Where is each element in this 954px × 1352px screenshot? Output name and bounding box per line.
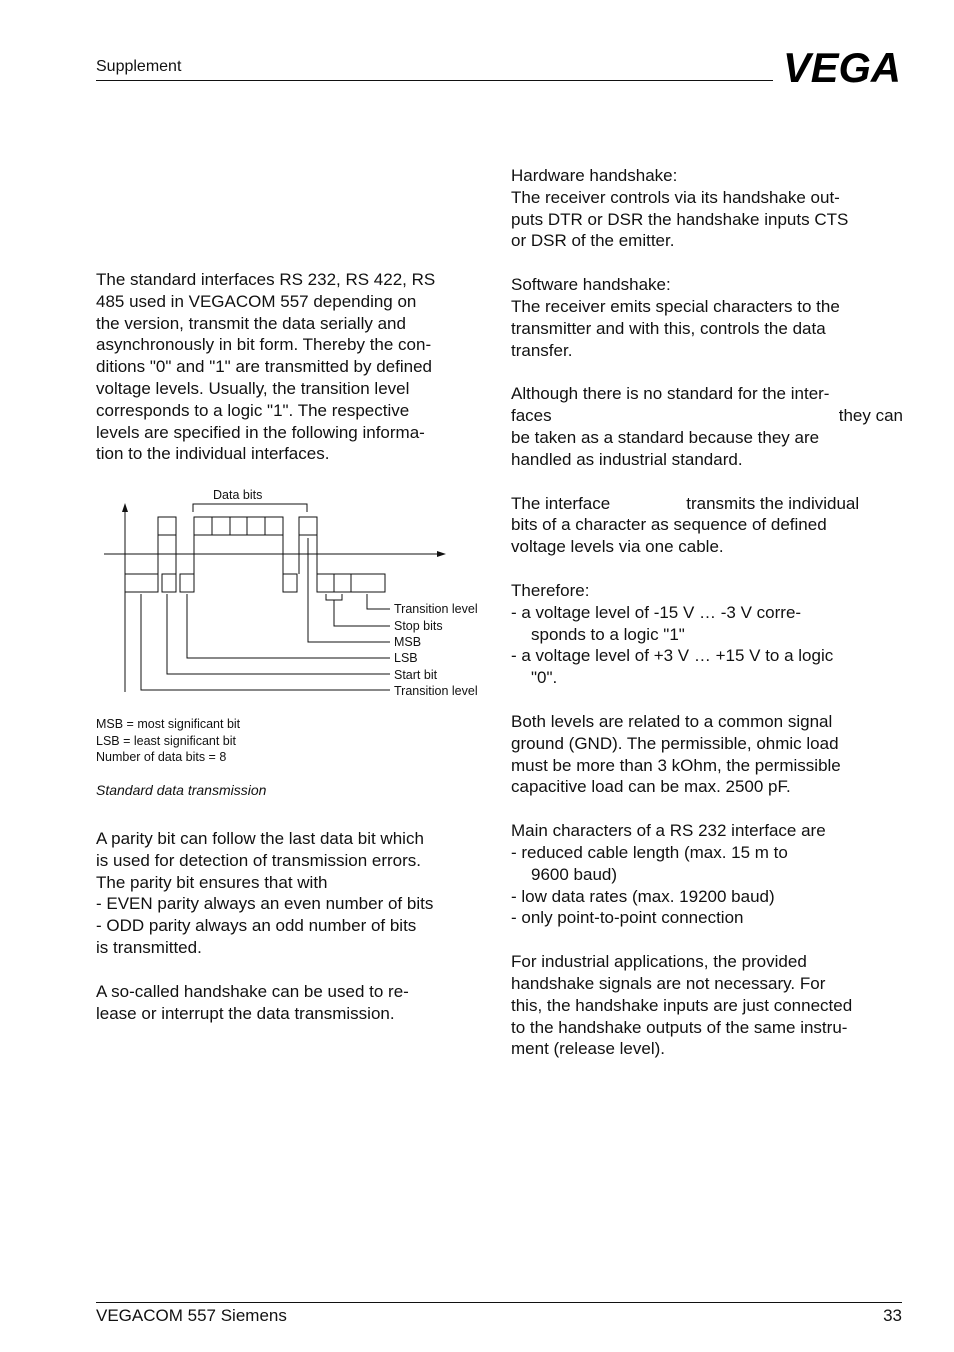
hw-line: or DSR of the emitter.	[511, 231, 675, 251]
parity-end: is transmitted.	[96, 937, 202, 957]
level-item-cont: sponds to a logic "1"	[531, 624, 685, 644]
main-item-cont: 9600 baud)	[531, 864, 618, 884]
footer-rule	[96, 1302, 902, 1303]
intro-line: asynchronously in bit form. Thereby the con-	[96, 335, 432, 355]
intro-line: The standard interfaces RS 232, RS 422, RS	[96, 270, 436, 289]
right-column	[511, 165, 903, 1060]
industrial-line: ment (release level).	[511, 1039, 666, 1059]
std-faces: faces	[511, 406, 552, 426]
leader-transition-top	[367, 594, 390, 609]
std-line: Although there is no standard for the inter-	[511, 384, 830, 404]
industrial-line: For industrial applications, the provided	[511, 952, 807, 972]
main-item: - reduced cable length (max. 15 m to	[511, 842, 788, 862]
intro-line: voltage levels. Usually, the transition level	[96, 378, 410, 398]
parity-line: is used for detection of transmission errors.	[96, 850, 422, 870]
start-bit-box	[162, 574, 176, 592]
level-item-cont: "0".	[531, 668, 558, 688]
data-bits-label: Data bits	[213, 488, 263, 502]
both-line: must be more than 3 kOhm, the permissible	[511, 755, 841, 775]
left-parity	[96, 828, 491, 1024]
industrial-line: this, the handshake inputs are just connected	[511, 995, 853, 1015]
sw-line: transmitter and with this, controls the data	[511, 318, 826, 338]
msb-box	[283, 574, 297, 592]
intro-line: 485 used in VEGACOM 557 depending on	[96, 291, 417, 311]
leader-stop	[334, 600, 390, 626]
handshake-line: A so-called handshake can be used to re-	[96, 981, 409, 1001]
diagram-legend	[96, 716, 396, 766]
hw-line: puts DTR or DSR the handshake inputs CTS	[511, 209, 849, 229]
parity-line: A parity bit can follow the last data bit which	[96, 829, 424, 848]
intro-line: corresponds to a logic "1". The respective	[96, 400, 410, 420]
legend-line: Number of data bits = 8	[96, 750, 227, 764]
logo-text: VEGA	[783, 49, 901, 85]
main-title: Main characters of a RS 232 interface are	[511, 821, 826, 841]
label-msb: MSB	[394, 635, 422, 649]
std-theycan: they can	[838, 406, 903, 426]
parity-item: - EVEN parity always an even number of bits	[96, 894, 434, 914]
parity-line: The parity bit ensures that with	[96, 872, 328, 892]
intro-line: levels are specified in the following informa-	[96, 422, 425, 442]
data-bits-bracket	[193, 504, 307, 512]
leader-stop-bracket	[326, 594, 342, 600]
label-stop-bits: Stop bits	[394, 619, 443, 633]
both-line: ground (GND). The permissible, ohmic load	[511, 733, 839, 753]
both-line: capacitive load can be max. 2500 pF.	[511, 777, 791, 797]
legend-line: LSB = least significant bit	[96, 733, 237, 748]
footer-title: VEGACOM 557 Siemens	[96, 1306, 287, 1325]
upper-bit-box	[158, 517, 176, 535]
hw-line: The receiver controls via its handshake out-	[511, 187, 840, 207]
iface-line: bits of a character as sequence of defined	[511, 515, 827, 535]
vega-logo	[783, 49, 903, 85]
x-axis-arrow	[437, 551, 446, 557]
leader-start	[167, 594, 390, 674]
sw-line: The receiver emits special characters to the	[511, 296, 840, 316]
both-line: Both levels are related to a common signal	[511, 711, 833, 731]
left-intro	[96, 269, 486, 465]
header-rule	[96, 80, 773, 81]
std-faces-line	[511, 405, 903, 427]
hw-title: Hardware handshake:	[511, 166, 678, 185]
sw-line: transfer.	[511, 340, 573, 360]
parity-item: - ODD parity always an odd number of bits	[96, 916, 417, 936]
level-item: - a voltage level of -15 V … -3 V corre-	[511, 602, 802, 622]
data-transmission-diagram	[96, 482, 496, 712]
main-item: - low data rates (max. 19200 baud)	[511, 886, 775, 906]
page-number: 33	[883, 1306, 902, 1325]
iface-a: The interface	[511, 493, 611, 513]
therefore: Therefore:	[511, 580, 590, 600]
std-line: handled as industrial standard.	[511, 449, 743, 469]
lsb-box	[180, 574, 194, 592]
handshake-line: lease or interrupt the data transmission.	[96, 1003, 395, 1023]
iface-line: voltage levels via one cable.	[511, 537, 724, 557]
label-lsb: LSB	[394, 651, 418, 665]
transition-level-box	[125, 574, 158, 592]
intro-line: ditions "0" and "1" are transmitted by defined	[96, 357, 432, 377]
figure-caption: Standard data transmission	[96, 782, 267, 798]
iface-b: transmits the individual	[686, 493, 860, 513]
main-item: - only point-to-point connection	[511, 908, 744, 928]
industrial-line: to the handshake outputs of the same instru-	[511, 1017, 848, 1037]
intro-line: the version, transmit the data serially and	[96, 313, 406, 333]
sw-title: Software handshake:	[511, 275, 671, 295]
header-section-label: Supplement	[96, 58, 182, 75]
legend-line: MSB = most significant bit	[96, 717, 241, 731]
upper-msb-box	[299, 517, 317, 535]
std-line: be taken as a standard because they are	[511, 427, 820, 447]
label-transition-bottom: Transition level	[394, 684, 478, 698]
y-axis-arrow	[122, 503, 128, 512]
data-bits-box	[194, 517, 283, 535]
label-start-bit: Start bit	[394, 668, 438, 682]
iface-line-first	[511, 493, 903, 515]
industrial-line: handshake signals are not necessary. For	[511, 973, 826, 993]
intro-line: tion to the individual interfaces.	[96, 444, 330, 464]
label-transition-top: Transition level	[394, 602, 478, 616]
level-item: - a voltage level of +3 V … +15 V to a logic	[511, 646, 834, 666]
